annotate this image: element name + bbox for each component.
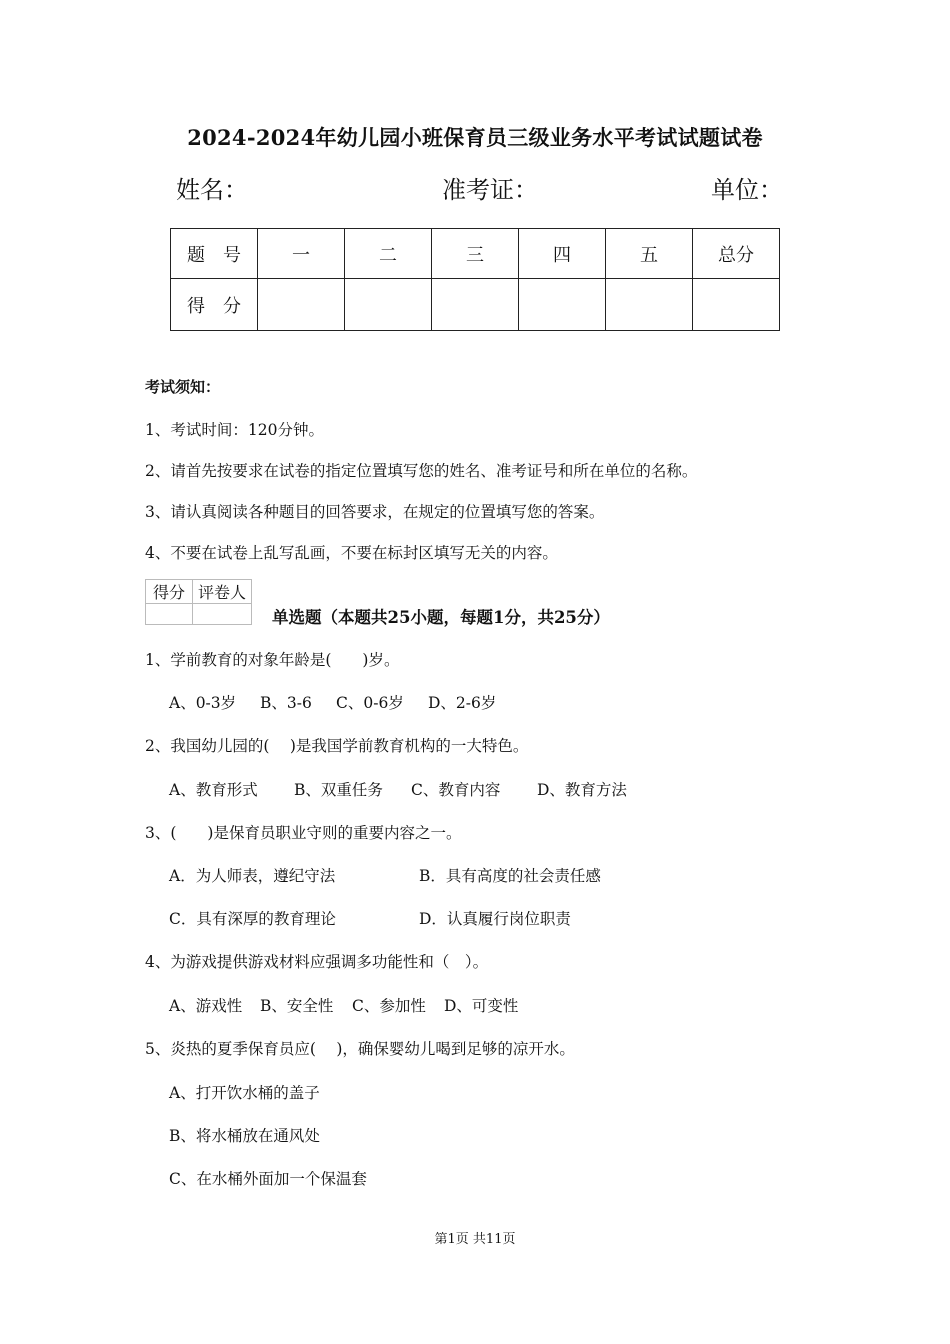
option-c: C、在水桶外面加一个保温套 xyxy=(169,1170,367,1188)
option-c: C．具有深厚的教育理论 xyxy=(169,910,336,928)
option-a: A、教育形式 xyxy=(169,781,258,799)
question-text: 4、为游戏提供游戏材料应强调多功能性和（ ）。 xyxy=(145,953,489,971)
unit-field-label: 单位： xyxy=(711,176,783,204)
notice-item: 2、请首先按要求在试卷的指定位置填写您的姓名、准考证号和所在单位的名称。 xyxy=(145,462,698,480)
header-cell: 题 号 xyxy=(171,229,258,279)
notice-item: 3、请认真阅读各种题目的回答要求，在规定的位置填写您的答案。 xyxy=(145,503,605,521)
section-title: 单选题（本题共25小题，每题1分，共25分） xyxy=(272,608,610,627)
option-b: B、双重任务 xyxy=(294,781,383,799)
option-b: B、安全性 xyxy=(260,997,334,1015)
grader-score-cell[interactable] xyxy=(146,604,193,625)
option-a: A、0-3岁 xyxy=(169,694,237,712)
header-cell: 总分 xyxy=(693,229,780,279)
score-table-header-row xyxy=(171,229,780,279)
option-a: A、打开饮水桶的盖子 xyxy=(169,1084,320,1102)
question-text: 1、学前教育的对象年龄是( )岁。 xyxy=(145,651,400,669)
option-c: C、参加性 xyxy=(352,997,426,1015)
header-cell: 四 xyxy=(519,229,606,279)
question-text: 3、( )是保育员职业守则的重要内容之一。 xyxy=(145,824,462,842)
score-table-score-row xyxy=(171,279,780,331)
grader-score-label: 得分 xyxy=(146,580,193,604)
score-cell[interactable] xyxy=(693,279,780,331)
score-cell[interactable] xyxy=(606,279,693,331)
grader-name-label: 评卷人 xyxy=(193,580,252,604)
option-c: C、0-6岁 xyxy=(336,694,404,712)
header-cell: 三 xyxy=(432,229,519,279)
header-cell: 一 xyxy=(258,229,345,279)
name-field-label: 姓名： xyxy=(176,176,248,204)
notice-heading: 考试须知： xyxy=(145,378,221,396)
option-b: B．具有高度的社会责任感 xyxy=(419,867,601,885)
option-a: A、游戏性 xyxy=(169,997,243,1015)
option-b: B、3-6 xyxy=(260,694,312,712)
option-d: D、可变性 xyxy=(444,997,519,1015)
option-b: B、将水桶放在通风处 xyxy=(169,1127,320,1145)
score-cell[interactable] xyxy=(432,279,519,331)
question-text: 5、炎热的夏季保育员应( )，确保婴幼儿喝到足够的凉开水。 xyxy=(145,1040,575,1058)
grader-box xyxy=(145,579,252,625)
candidate-fields xyxy=(0,170,950,204)
score-table xyxy=(170,228,780,331)
page-title: 2024-2024年幼儿园小班保育员三级业务水平考试试题试卷 xyxy=(187,125,763,150)
header-cell: 二 xyxy=(345,229,432,279)
score-cell[interactable] xyxy=(345,279,432,331)
notice-item: 4、不要在试卷上乱写乱画，不要在标封区填写无关的内容。 xyxy=(145,544,558,562)
option-c: C、教育内容 xyxy=(411,781,501,799)
page-footer: 第1页 共11页 xyxy=(434,1232,516,1247)
option-d: D．认真履行岗位职责 xyxy=(419,910,571,928)
score-row-label: 得 分 xyxy=(171,279,258,331)
exam-id-field-label: 准考证： xyxy=(442,176,538,204)
score-cell[interactable] xyxy=(258,279,345,331)
option-a: A．为人师表，遵纪守法 xyxy=(169,867,336,885)
option-d: D、2-6岁 xyxy=(428,694,497,712)
header-cell: 五 xyxy=(606,229,693,279)
grader-name-cell[interactable] xyxy=(193,604,252,625)
question-text: 2、我国幼儿园的( )是我国学前教育机构的一大特色。 xyxy=(145,737,529,755)
score-cell[interactable] xyxy=(519,279,606,331)
option-d: D、教育方法 xyxy=(537,781,627,799)
notice-item: 1、考试时间：120分钟。 xyxy=(145,421,324,439)
